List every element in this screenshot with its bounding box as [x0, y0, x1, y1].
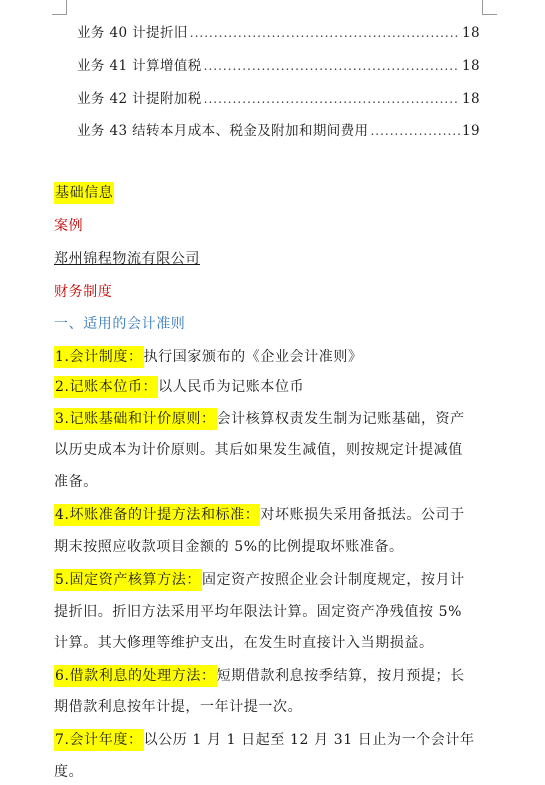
toc-entry[interactable]: [77, 119, 480, 139]
policy-item-4: [54, 504, 494, 524]
policy-label: 5.固定资产核算方法：: [54, 569, 202, 591]
policy-item-2: [54, 376, 494, 396]
policy-text-line: 期借款利息按年计提，一年计提一次。: [54, 699, 303, 715]
toc-leader-dots: [204, 59, 460, 73]
policy-item-3: [54, 408, 494, 428]
policy-text-line: 准备。: [54, 474, 98, 490]
toc-page-number: 18: [462, 91, 480, 107]
toc-entry[interactable]: [77, 87, 480, 107]
section-title-line: [54, 182, 494, 202]
finance-label: 财务制度: [54, 284, 113, 300]
heading-accounting-standards: 一、适用的会计准则: [54, 316, 186, 332]
policy-label: 1.会计制度：: [54, 346, 144, 368]
policy-label: 3.记账基础和计价原则：: [54, 408, 217, 430]
policy-text-line: 以历史成本为计价原则。其后如果发生减值，则按规定计提减值: [54, 442, 463, 458]
toc-entry-text: 业务 41 计算增值税: [77, 58, 202, 74]
policy-item-6: [54, 665, 494, 685]
policy-item-7: [54, 729, 494, 749]
toc-entry[interactable]: [77, 54, 480, 74]
toc-leader-dots: [190, 26, 460, 40]
company-name: 郑州锦程物流有限公司: [54, 251, 200, 267]
policy-text: 对坏账损失采用备抵法。公司于: [260, 507, 465, 523]
policy-text: 短期借款利息按季结算，按月预提；长: [216, 668, 465, 684]
policy-text: 以人民币为记账本位币: [158, 379, 305, 395]
toc-page-number: 19: [462, 123, 480, 139]
policy-text-line: 提折旧。折旧方法采用平均年限法计算。固定资产净残值按 5%: [54, 604, 463, 620]
toc-entry-text: 业务 43 结转本月成本、税金及附加和期间费用: [77, 123, 369, 139]
toc-page-number: 18: [462, 58, 480, 74]
toc-leader-dots: [204, 92, 460, 106]
policy-label: 2.记账本位币：: [54, 376, 158, 398]
policy-text-line: 计算。其大修理等维护支出，在发生时直接计入当期损益。: [54, 635, 434, 651]
crop-mark-top-right: [482, 0, 497, 15]
crop-mark-top-left: [52, 0, 67, 15]
case-label: 案例: [54, 218, 84, 234]
policy-label: 7.会计年度：: [54, 729, 144, 751]
policy-text-line: 期末按照应收款项目金额的 5%的比例提取坏账准备。: [54, 539, 404, 555]
toc-entry-text: 业务 40 计提折旧: [77, 25, 188, 41]
policy-label: 6.借款利息的处理方法：: [54, 665, 217, 687]
policy-item-1: [54, 346, 494, 366]
toc-leader-dots: [370, 124, 460, 138]
policy-text: 会计核算权责发生制为记账基础，资产: [216, 411, 465, 427]
policy-text: 固定资产按照企业会计制度规定，按月计: [201, 572, 465, 588]
toc-entry[interactable]: [77, 21, 480, 41]
policy-label: 4.坏账准备的计提方法和标准：: [54, 504, 260, 526]
policy-text: 以公历 1 月 1 日起至 12 月 31 日止为一个会计年: [143, 732, 475, 748]
section-title: 基础信息: [54, 182, 114, 204]
company-name-line: [54, 248, 494, 268]
policy-item-5: [54, 569, 494, 589]
policy-text: 执行国家颁布的《企业会计准则》: [143, 349, 363, 365]
toc-page-number: 18: [462, 25, 480, 41]
toc-entry-text: 业务 42 计提附加税: [77, 91, 202, 107]
policy-text-line: 度。: [54, 764, 84, 780]
